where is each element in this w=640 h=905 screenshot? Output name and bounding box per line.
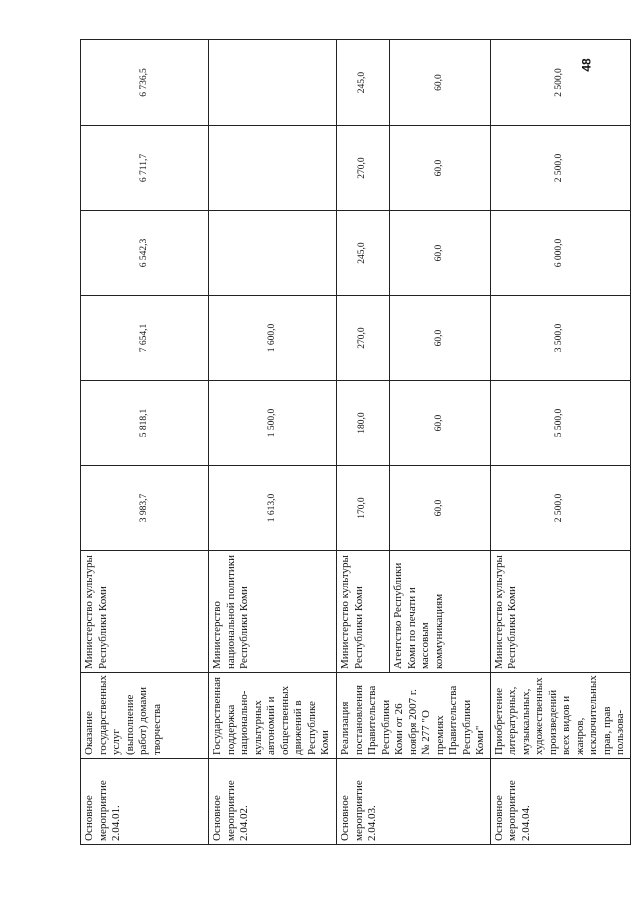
value-cell: 6 000,0 [490,211,630,296]
executor-cell: Министерство культуры Республики Коми [490,551,630,673]
value-cell [209,40,337,126]
executor-cell: Министерство культуры Республики Коми [81,551,209,673]
value-cell: 2 500,0 [490,40,630,126]
table-row [490,40,630,845]
value-cell: 180,0 [337,381,390,466]
event-cell: Основное мероприятие 2.04.02. [209,759,337,845]
value-cell: 270,0 [337,296,390,381]
executor-cell: Агентство Республики Коми по печати и массовым коммуникациям [390,551,490,673]
value-cell: 6 542,3 [81,211,209,296]
table-row [337,40,390,845]
value-cell: 270,0 [337,126,390,211]
value-cell: 245,0 [337,211,390,296]
value-cell: 1 613,0 [209,466,337,551]
name-cell: Приобретение литературных, музыкальных, художественных произведений всех видов и жанров, исключительных прав, прав пользова- [490,673,630,759]
value-cell: 5 818,1 [81,381,209,466]
value-cell: 60,0 [390,381,490,466]
value-cell: 60,0 [390,211,490,296]
event-cell: Основное мероприятие 2.04.01. [81,759,209,845]
name-cell: Реализация постановления Правительства Республики Коми от 26 ноября 2007 г. № 277 "О премиях Правительства Республики Коми" [337,673,491,759]
executor-cell: Министерство национальной политики Республики Коми [209,551,337,673]
table-row [81,40,209,845]
value-cell: 3 500,0 [490,296,630,381]
value-cell: 6 736,5 [81,40,209,126]
value-cell: 60,0 [390,296,490,381]
value-cell: 60,0 [390,126,490,211]
budget-table [80,39,631,845]
value-cell: 60,0 [390,466,490,551]
event-cell: Основное мероприятие 2.04.04. [490,759,630,845]
value-cell [209,211,337,296]
value-cell: 2 500,0 [490,126,630,211]
page-number: 48 [579,58,594,72]
name-cell: Оказание государственных услуг (выполнение работ) домами творчества [81,673,209,759]
value-cell [209,126,337,211]
value-cell: 245,0 [337,40,390,126]
value-cell: 170,0 [337,466,390,551]
event-cell: Основное мероприятие 2.04.03. [337,759,491,845]
table-row [209,40,337,845]
value-cell: 7 654,1 [81,296,209,381]
value-cell: 60,0 [390,40,490,126]
rotated-table-container [80,40,626,845]
name-cell: Государственная поддержка национально-культурных автономий и общественных движений в Республике Коми [209,673,337,759]
value-cell: 2 500,0 [490,466,630,551]
value-cell: 6 711,7 [81,126,209,211]
value-cell: 1 500,0 [209,381,337,466]
value-cell: 1 600,0 [209,296,337,381]
value-cell: 5 500,0 [490,381,630,466]
value-cell: 3 983,7 [81,466,209,551]
executor-cell: Министерство культуры Республики Коми [337,551,390,673]
